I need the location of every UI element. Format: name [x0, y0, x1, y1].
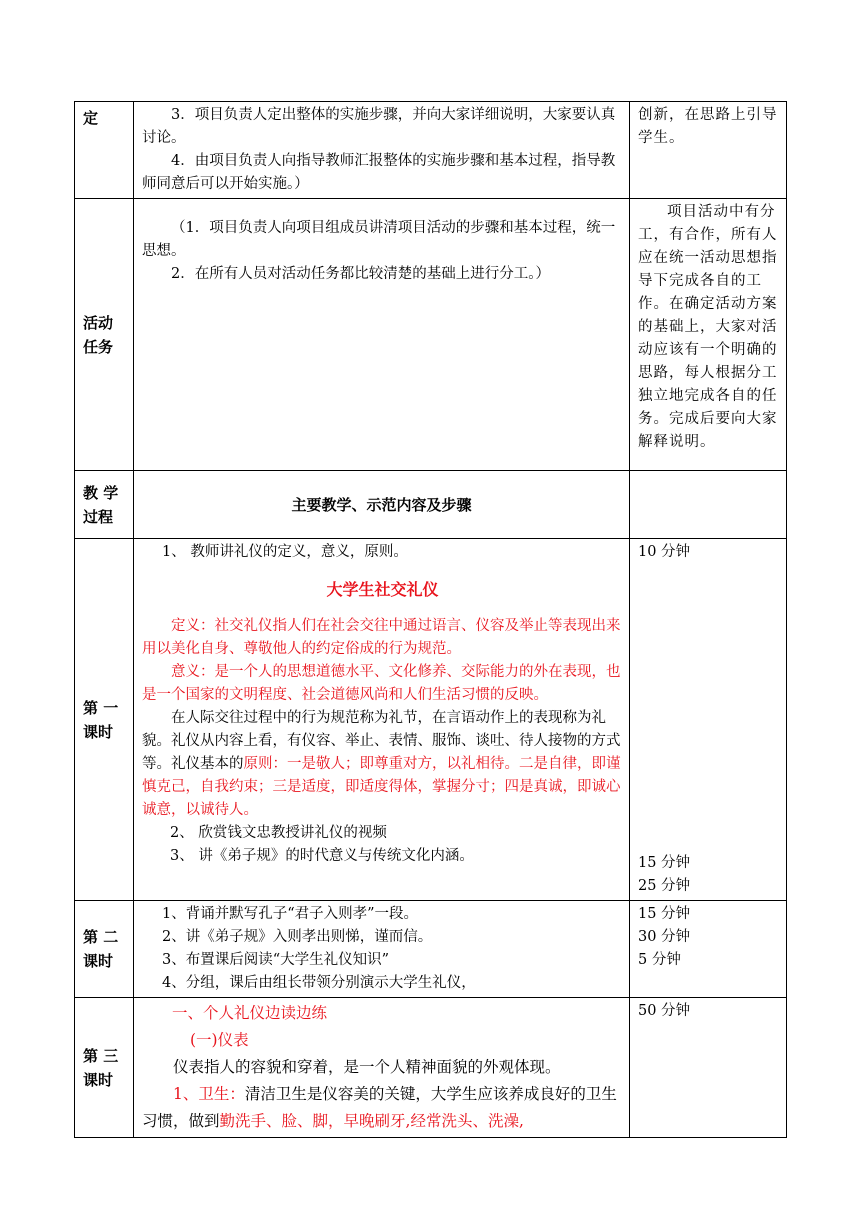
subsection-heading: (一)仪表: [190, 1031, 249, 1049]
principles-intro: 在人际交往过程中的行为规范称为礼节，在言语动作上的表现称为礼貌。礼仪从内容上看，有仪容、举止、表情、服饰、谈吐、待人接物的方式等。礼仪基本的: [142, 710, 621, 772]
lesson-2-item-2: 2、讲《弟子规》入则孝出则悌，谨而信。: [162, 929, 433, 945]
row-label: [75, 901, 134, 998]
time-group: [638, 852, 690, 898]
lesson-3-content: [134, 998, 630, 1138]
row-label: [75, 998, 134, 1138]
section-heading: 一、个人礼仪边读边练: [172, 1004, 328, 1022]
row-content: [134, 102, 630, 199]
hygiene-list: 勤洗手、脸、脚，早晚刷牙,经常洗头、洗澡,: [219, 1112, 524, 1130]
lesson-1-content: [134, 539, 630, 901]
hygiene-paragraph: [142, 1081, 623, 1135]
lesson-2-item-3: 3、布置课后阅读“大学生礼仪知识”: [162, 952, 390, 968]
process-heading: 主要教学、示范内容及步骤: [134, 471, 630, 539]
row-plan: [75, 102, 787, 199]
hygiene-intro: 清洁卫生是仪容美的关键，大学生应该养成良好的卫生习惯，做到: [142, 1085, 617, 1130]
lesson-2-item-1: 1、背诵并默写孔子“君子入则孝”一段。: [162, 906, 419, 922]
lesson-1-title: 大学生社交礼仪: [326, 580, 439, 599]
step-4: 4．由项目负责人向指导教师汇报整体的实施步骤和基本过程，指导教师同意后可以开始实施。）: [142, 153, 616, 192]
principles: [142, 707, 623, 822]
row-label: [75, 471, 134, 539]
lesson-3-times: [630, 998, 787, 1138]
row-label-text: 第 一 课时: [83, 698, 119, 741]
row-label-text: 第 三 课时: [83, 1046, 119, 1089]
lesson-2-times: [630, 901, 787, 998]
time-1: 10 分钟: [638, 544, 691, 560]
row-content: [134, 199, 630, 471]
time-3: 25 分钟: [638, 878, 691, 894]
row-label: [75, 199, 134, 471]
row-task: [75, 199, 787, 471]
hygiene-label: 1、卫生：: [173, 1085, 245, 1103]
row-label: [75, 539, 134, 901]
time-2: 30 分钟: [638, 929, 691, 945]
lesson-1-item-2: 2、 欣赏钱文忠教授讲礼仪的视频: [170, 825, 387, 841]
row-label-text: 活动任务: [83, 313, 114, 356]
task-step-2: 2．在所有人员对活动任务都比较清楚的基础上进行分工。）: [171, 266, 550, 282]
lesson-1-times: [630, 539, 787, 901]
lesson-2-item-4: 4、分组，课后由组长带领分别演示大学生礼仪，: [162, 975, 476, 991]
row-process: [75, 471, 787, 539]
step-3: 3．项目负责人定出整体的实施步骤，并向大家详细说明，大家要认真讨论。: [142, 107, 616, 146]
row-label-text: 教 学 过程: [83, 483, 119, 526]
definition: 定义：社交礼仪指人们在社会交往中通过语言、仪容及举止等表现出来用以美化自身、尊敬他人的约定俗成的行为规范。: [142, 618, 621, 657]
task-note: 项目活动中有分工，有合作，所有人应在统一活动思想指导下完成各自的工作。在确定活动方案的基础上，大家对活动应该有一个明确的思路，每人根据分工独立地完成各自的任务。完成后要向大家解释说明。: [638, 204, 778, 450]
time-2: 15 分钟: [638, 855, 691, 871]
row-lesson-1: [75, 539, 787, 901]
row-note: 创新，在思路上引导学生。: [630, 102, 787, 199]
row-lesson-2: [75, 901, 787, 998]
lesson-1-item-1: 1、 教师讲礼仪的定义，意义，原则。: [162, 544, 408, 560]
principles-list: 原则：一是敬人；即尊重对方，以礼相待。二是自律，即谨慎克己，自我约束；三是适度，即适度得体，掌握分寸；四是真诚，即诚心诚意，以诚待人。: [142, 756, 621, 818]
lesson-plan-table: [74, 101, 787, 1138]
row-lesson-3: [75, 998, 787, 1138]
appearance-intro: 仪表指人的容貌和穿着，是一个人精神面貌的外观体现。: [173, 1058, 561, 1076]
lesson-1-item-3: 3、 讲《弟子规》的时代意义与传统文化内涵。: [170, 848, 474, 864]
row-label-text: 第 二 课时: [83, 928, 119, 970]
row-label: 定: [75, 102, 134, 199]
time-3: 5 分钟: [638, 952, 681, 968]
time-1: 15 分钟: [638, 906, 691, 922]
meaning: 意义：是一个人的思想道德水平、文化修养、交际能力的外在表现，也是一个国家的文明程度、社会道德风尚和人们生活习惯的反映。: [142, 664, 621, 703]
time-1: 50 分钟: [638, 1003, 691, 1019]
row-note: [630, 199, 787, 471]
lesson-2-content: [134, 901, 630, 998]
empty-cell: [630, 471, 787, 539]
task-step-1: （1．项目负责人向项目组成员讲清项目活动的步骤和基本过程，统一思想。: [142, 220, 616, 259]
